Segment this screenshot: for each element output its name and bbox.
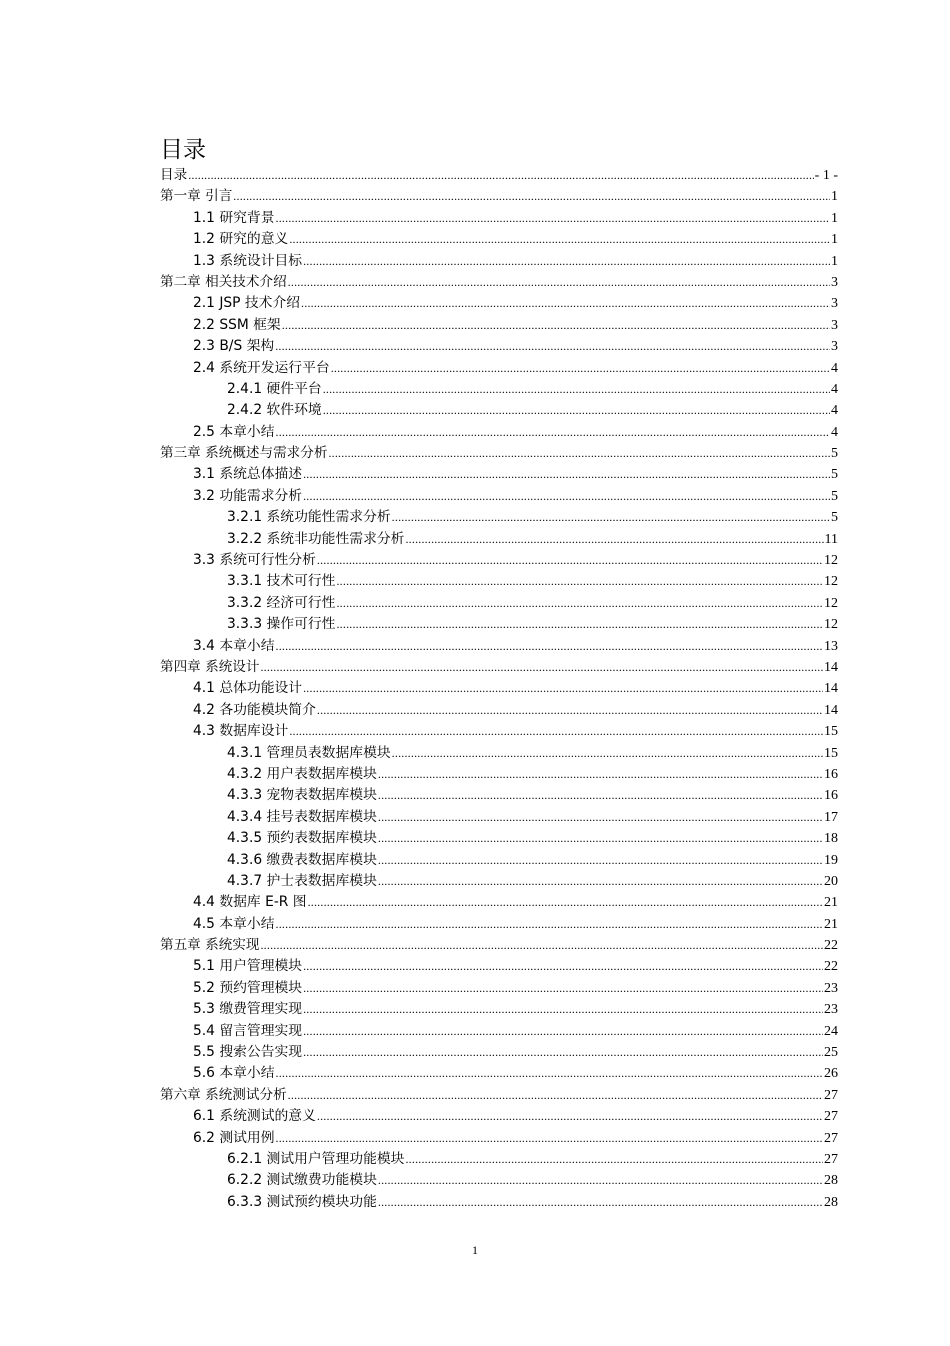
toc-dot-leader — [378, 871, 823, 892]
toc-entry-title: 4.3 数据库设计 — [193, 723, 289, 740]
toc-entry-title: 2.1 JSP 技术介绍 — [193, 295, 301, 312]
toc-entry-title: 5.4 留言管理实现 — [193, 1022, 303, 1039]
toc-entry[interactable] — [160, 315, 838, 336]
toc-entry-title: 第三章 系统概述与需求分析 — [160, 445, 328, 462]
toc-entry[interactable] — [160, 978, 838, 999]
toc-dot-leader — [331, 358, 830, 379]
toc-entry-page: 14 — [824, 681, 838, 697]
toc-entry-page: 5 — [831, 467, 838, 483]
toc-entry-page: 27 — [824, 1151, 838, 1167]
toc-entry-page: 13 — [824, 638, 838, 654]
toc-entry-page: 16 — [824, 788, 838, 804]
toc-entry-page: 28 — [824, 1194, 838, 1210]
toc-entry-page: 21 — [824, 895, 838, 911]
toc-entry-title: 2.3 B/S 架构 — [193, 338, 275, 355]
toc-entry[interactable] — [160, 785, 838, 806]
toc-entry-title: 4.2 各功能模块简介 — [193, 701, 316, 718]
toc-entry-title: 4.3.1 管理员表数据库模块 — [227, 744, 391, 761]
toc-entry-page: 12 — [824, 595, 838, 611]
toc-entry[interactable] — [160, 1149, 838, 1170]
toc-dot-leader — [276, 1128, 823, 1149]
toc-entry[interactable] — [160, 1106, 838, 1127]
toc-dot-leader — [289, 721, 823, 742]
toc-entry-page: 12 — [824, 574, 838, 590]
toc-dot-leader — [323, 379, 830, 400]
toc-dot-leader — [303, 999, 823, 1020]
toc-entry-title: 2.4.2 软件环境 — [227, 402, 322, 419]
toc-dot-leader — [392, 743, 823, 764]
toc-dot-leader — [336, 571, 823, 592]
toc-entry-page: 26 — [824, 1066, 838, 1082]
toc-dot-leader — [378, 828, 823, 849]
toc-entry-title: 1.1 研究背景 — [193, 209, 275, 226]
toc-dot-leader — [303, 1021, 823, 1042]
toc-entry-title: 3.2.2 系统非功能性需求分析 — [227, 530, 405, 547]
toc-entry-page: 20 — [824, 873, 838, 889]
toc-dot-leader — [317, 550, 823, 571]
toc-entry-page: 1 — [831, 189, 838, 205]
toc-entry-title: 目录 — [160, 167, 188, 183]
toc-entry-title: 4.3.3 宠物表数据库模块 — [227, 787, 377, 804]
toc-entry-title: 2.5 本章小结 — [193, 423, 275, 440]
toc-dot-leader — [260, 935, 823, 956]
toc-dot-leader — [405, 529, 823, 550]
toc-entry-page: 28 — [824, 1173, 838, 1189]
toc-dot-leader — [288, 272, 830, 293]
toc-entry-title: 1.2 研究的意义 — [193, 231, 289, 248]
toc-entry-title: 3.4 本章小结 — [193, 637, 275, 654]
toc-dot-leader — [303, 1042, 823, 1063]
toc-entry-page: 5 — [831, 446, 838, 462]
toc-entry-title: 5.5 搜索公告实现 — [193, 1044, 303, 1061]
toc-entry[interactable] — [160, 743, 838, 764]
toc-entry[interactable] — [160, 956, 838, 977]
toc-entry-page: 14 — [824, 702, 838, 718]
toc-dot-leader — [303, 486, 830, 507]
toc-dot-leader — [276, 208, 830, 229]
toc-entry-page: 23 — [824, 1002, 838, 1018]
toc-entry[interactable] — [160, 571, 838, 592]
toc-entry-page: 15 — [824, 724, 838, 740]
toc-entry-title: 2.4.1 硬件平台 — [227, 380, 322, 397]
toc-entry-title: 3.3 系统可行性分析 — [193, 552, 316, 569]
toc-entry-title: 3.1 系统总体描述 — [193, 466, 303, 483]
toc-entry-title: 4.3.5 预约表数据库模块 — [227, 830, 377, 847]
toc-entry-title: 第五章 系统实现 — [160, 937, 260, 954]
toc-entry-title: 2.2 SSM 框架 — [193, 316, 281, 333]
toc-dot-leader — [289, 229, 830, 250]
toc-entry[interactable] — [160, 1063, 838, 1084]
toc-dot-leader — [276, 1063, 823, 1084]
toc-entry[interactable] — [160, 358, 838, 379]
toc-entry-title: 4.3.4 挂号表数据库模块 — [227, 808, 377, 825]
toc-dot-leader — [308, 892, 823, 913]
table-of-contents — [160, 165, 838, 1213]
toc-dot-leader — [378, 764, 823, 785]
toc-entry-page: 19 — [824, 852, 838, 868]
toc-entry[interactable] — [160, 657, 838, 678]
toc-entry-page: 5 — [831, 488, 838, 504]
toc-entry[interactable] — [160, 251, 838, 272]
toc-dot-leader — [260, 657, 823, 678]
toc-dot-leader — [288, 1085, 823, 1106]
toc-entry-page: 18 — [824, 831, 838, 847]
toc-entry[interactable] — [160, 914, 838, 935]
toc-entry[interactable] — [160, 400, 838, 421]
toc-entry[interactable] — [160, 272, 838, 293]
toc-entry[interactable] — [160, 529, 838, 550]
toc-entry-title: 5.3 缴费管理实现 — [193, 1001, 303, 1018]
toc-dot-leader — [188, 165, 813, 186]
toc-entry-title: 4.4 数据库 E-R 图 — [193, 894, 307, 911]
toc-entry[interactable] — [160, 700, 838, 721]
toc-entry[interactable] — [160, 1192, 838, 1213]
toc-dot-leader — [378, 1192, 823, 1213]
toc-dot-leader — [328, 443, 830, 464]
toc-entry[interactable] — [160, 229, 838, 250]
toc-entry-page: 14 — [824, 659, 838, 675]
toc-dot-leader — [392, 507, 830, 528]
toc-entry-page: 4 — [831, 403, 838, 419]
toc-entry-page: 22 — [824, 959, 838, 975]
toc-entry-page: 3 — [831, 339, 838, 355]
toc-dot-leader — [336, 593, 823, 614]
toc-dot-leader — [303, 251, 830, 272]
toc-entry-page: 12 — [824, 617, 838, 633]
toc-entry-title: 第二章 相关技术介绍 — [160, 273, 287, 290]
toc-entry[interactable] — [160, 935, 838, 956]
toc-entry[interactable] — [160, 764, 838, 785]
toc-entry-page: 27 — [824, 1130, 838, 1146]
toc-entry-page: 24 — [824, 1023, 838, 1039]
toc-entry[interactable] — [160, 807, 838, 828]
toc-entry[interactable] — [160, 721, 838, 742]
toc-dot-leader — [233, 186, 830, 207]
toc-entry-page: 1 — [831, 232, 838, 248]
toc-entry[interactable] — [160, 486, 838, 507]
toc-dot-leader — [303, 464, 830, 485]
toc-entry-title: 4.5 本章小结 — [193, 915, 275, 932]
toc-entry-page: 4 — [831, 381, 838, 397]
toc-entry-page: 21 — [824, 916, 838, 932]
toc-entry[interactable] — [160, 507, 838, 528]
toc-entry-title: 5.2 预约管理模块 — [193, 979, 303, 996]
toc-entry-page: 25 — [824, 1045, 838, 1061]
toc-dot-leader — [282, 315, 830, 336]
toc-entry-title: 6.1 系统测试的意义 — [193, 1108, 316, 1125]
toc-entry-page: 16 — [824, 766, 838, 782]
toc-entry-title: 第六章 系统测试分析 — [160, 1086, 287, 1103]
toc-entry-page: 23 — [824, 980, 838, 996]
toc-entry[interactable] — [160, 850, 838, 871]
toc-entry-page: 12 — [824, 553, 838, 569]
toc-entry[interactable] — [160, 336, 838, 357]
toc-dot-leader — [405, 1149, 823, 1170]
toc-entry-title: 6.2.2 测试缴费功能模块 — [227, 1172, 377, 1189]
toc-dot-leader — [378, 785, 823, 806]
toc-entry[interactable] — [160, 208, 838, 229]
toc-entry-title: 4.3.7 护士表数据库模块 — [227, 872, 377, 889]
toc-entry-title: 5.1 用户管理模块 — [193, 958, 303, 975]
toc-dot-leader — [301, 293, 830, 314]
toc-entry-page: 5 — [831, 510, 838, 526]
toc-dot-leader — [323, 400, 830, 421]
toc-entry-page: 1 — [831, 210, 838, 226]
toc-entry[interactable] — [160, 1042, 838, 1063]
toc-entry-page: 11 — [824, 531, 838, 547]
page-number: 1 — [472, 1243, 478, 1257]
toc-entry-page: 22 — [824, 938, 838, 954]
toc-entry-title: 3.3.3 操作可行性 — [227, 616, 336, 633]
toc-entry-page: 4 — [831, 424, 838, 440]
toc-entry[interactable] — [160, 871, 838, 892]
toc-heading: 目录 — [160, 137, 206, 163]
toc-entry-title: 6.2 测试用例 — [193, 1129, 275, 1146]
toc-entry[interactable] — [160, 678, 838, 699]
toc-entry-page: 1 — [831, 253, 838, 269]
toc-entry-page: 4 — [831, 360, 838, 376]
toc-dot-leader — [378, 807, 823, 828]
toc-entry[interactable] — [160, 165, 838, 186]
toc-dot-leader — [317, 700, 823, 721]
toc-entry[interactable] — [160, 443, 838, 464]
toc-entry-title: 6.2.1 测试用户管理功能模块 — [227, 1150, 405, 1167]
toc-dot-leader — [303, 956, 823, 977]
toc-entry[interactable] — [160, 1170, 838, 1191]
toc-entry[interactable] — [160, 550, 838, 571]
toc-entry-page: 3 — [831, 317, 838, 333]
toc-dot-leader — [303, 678, 823, 699]
toc-entry[interactable] — [160, 614, 838, 635]
toc-dot-leader — [336, 614, 823, 635]
toc-entry-title: 4.3.2 用户表数据库模块 — [227, 765, 377, 782]
toc-entry-page: 15 — [824, 745, 838, 761]
toc-entry-title: 3.3.1 技术可行性 — [227, 573, 336, 590]
toc-entry[interactable] — [160, 999, 838, 1020]
toc-entry-title: 3.3.2 经济可行性 — [227, 594, 336, 611]
toc-entry-title: 3.2.1 系统功能性需求分析 — [227, 509, 391, 526]
toc-entry-title: 4.1 总体功能设计 — [193, 680, 303, 697]
toc-entry[interactable] — [160, 828, 838, 849]
toc-dot-leader — [378, 1170, 823, 1191]
toc-entry[interactable] — [160, 892, 838, 913]
toc-entry-title: 第四章 系统设计 — [160, 658, 260, 675]
toc-entry-title: 第一章 引言 — [160, 188, 233, 205]
toc-dot-leader — [275, 336, 830, 357]
toc-entry[interactable] — [160, 422, 838, 443]
toc-entry[interactable] — [160, 379, 838, 400]
toc-dot-leader — [276, 914, 823, 935]
toc-entry-page: 27 — [824, 1087, 838, 1103]
toc-entry[interactable] — [160, 293, 838, 314]
toc-dot-leader — [276, 422, 830, 443]
toc-dot-leader — [276, 636, 823, 657]
toc-entry[interactable] — [160, 1021, 838, 1042]
toc-entry-title: 4.3.6 缴费表数据库模块 — [227, 851, 377, 868]
toc-entry[interactable] — [160, 464, 838, 485]
toc-entry[interactable] — [160, 593, 838, 614]
toc-entry-page: 17 — [824, 809, 838, 825]
toc-entry-title: 5.6 本章小结 — [193, 1065, 275, 1082]
toc-entry-title: 3.2 功能需求分析 — [193, 487, 303, 504]
toc-dot-leader — [378, 850, 823, 871]
toc-entry-page: 3 — [831, 296, 838, 312]
toc-entry-page: 27 — [824, 1109, 838, 1125]
toc-entry[interactable] — [160, 1128, 838, 1149]
toc-entry[interactable] — [160, 186, 838, 207]
toc-entry[interactable] — [160, 1085, 838, 1106]
toc-dot-leader — [317, 1106, 823, 1127]
toc-entry-title: 1.3 系统设计目标 — [193, 252, 303, 269]
toc-dot-leader — [303, 978, 823, 999]
toc-entry-page: 3 — [831, 274, 838, 290]
toc-entry-title: 6.3.3 测试预约模块功能 — [227, 1193, 377, 1210]
toc-entry-title: 2.4 系统开发运行平台 — [193, 359, 330, 376]
toc-entry[interactable] — [160, 636, 838, 657]
toc-entry-page: - 1 - — [814, 168, 838, 183]
